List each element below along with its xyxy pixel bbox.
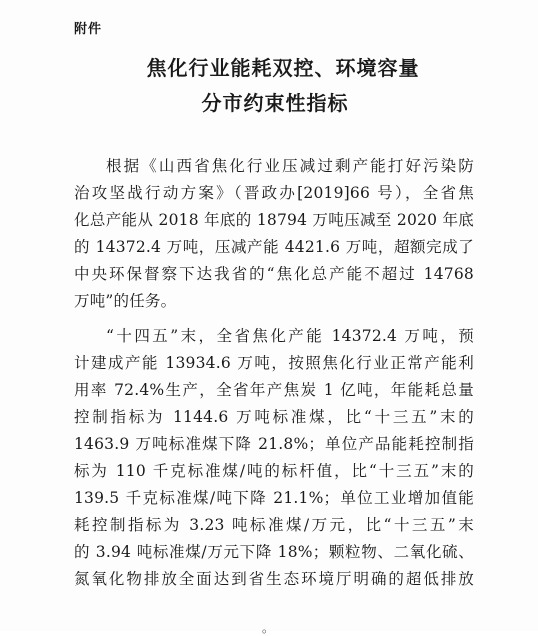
paragraph-1-line-6: 万吨”的任务。 xyxy=(74,292,177,310)
paragraph-1-line-3: 化总产能从 2018 年底的 18794 万吨压减至 2020 年底 xyxy=(74,211,474,229)
paragraph-2-line-7: 139.5 千克标准煤/吨下降 21.1%；单位工业增加值能 xyxy=(74,489,474,507)
paragraph-2-line-3: 用率 72.4%生产，全省年产焦炭 1 亿吨，年能耗总量 xyxy=(74,381,474,399)
paragraph-2-line-1: “十四五”末，全省焦化产能 14372.4 万吨，预 xyxy=(106,327,474,345)
attachment-label: 附件 xyxy=(74,22,103,37)
paragraph-2-line-5: 1463.9 万吨标准煤下降 21.8%；单位产品能耗控制指 xyxy=(74,435,474,453)
paragraph-2-line-10: 氮氧化物排放全面达到省生态环境厅明确的超低排放 xyxy=(74,570,474,588)
document-title-line-2: 分市约束性指标 xyxy=(201,91,349,115)
paragraph-1-line-4: 的 14372.4 万吨，压减产能 4421.6 万吨，超额完成了 xyxy=(74,238,474,256)
paragraph-2-line-8: 耗控制指标为 3.23 吨标准煤/万元，比“十三五”末 xyxy=(74,516,474,534)
paragraph-1-line-5: 中央环保督察下达我省的“焦化总产能不超过 14768 xyxy=(74,265,474,283)
paragraph-1-line-2: 治攻坚战行动方案》（晋政办[2019]66 号），全省焦 xyxy=(74,184,474,202)
paragraph-1-line-1: 根据《山西省焦化行业压减过剩产能打好污染防 xyxy=(106,157,474,175)
paragraph-2-line-4: 控制指标为 1144.6 万吨标准煤，比“十三五”末的 xyxy=(74,408,474,426)
paragraph-2-line-2: 计建成产能 13934.6 万吨，按照焦化行业正常产能利 xyxy=(74,354,474,372)
document-title-line-1: 焦化行业能耗双控、环境容量 xyxy=(146,56,420,80)
paragraph-2-line-9: 的 3.94 吨标准煤/万元下降 18%；颗粒物、二氧化硫、 xyxy=(74,543,474,561)
paragraph-2-line-6: 标为 110 千克标准煤/吨的标杆值，比“十三五”末的 xyxy=(74,462,474,480)
trailing-punctuation: 。 xyxy=(262,621,275,635)
